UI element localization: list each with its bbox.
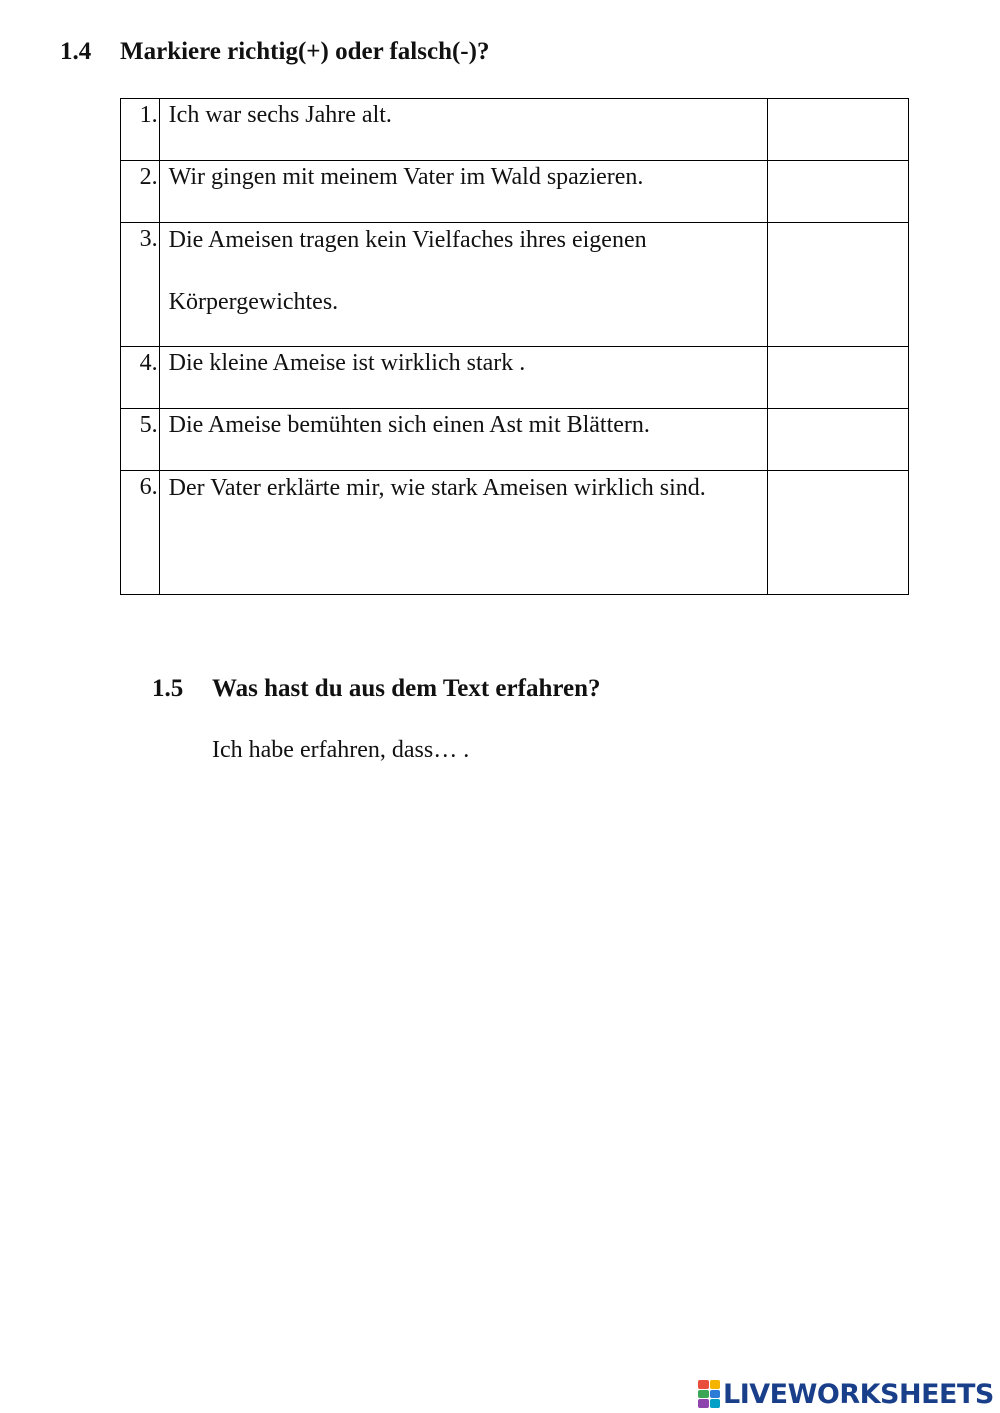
answer-cell[interactable] (768, 99, 909, 161)
answer-cell[interactable] (768, 223, 909, 347)
logo-square (698, 1390, 709, 1399)
logo-square (710, 1380, 721, 1389)
answer-cell[interactable] (768, 471, 909, 595)
row-number: 1. (139, 102, 158, 128)
statement-text: Der Vater erklärte mir, wie stark Ameisen wirklich sind. (168, 475, 706, 501)
logo-square (698, 1380, 709, 1389)
table-row (121, 471, 909, 595)
row-number: 2. (139, 164, 158, 190)
brand-name: LIVEWORKSHEETS (723, 1378, 994, 1410)
table-row (121, 99, 909, 161)
answer-cell[interactable] (768, 161, 909, 223)
logo-square (710, 1390, 721, 1399)
statement-text: Die kleine Ameise ist wirklich stark . (168, 350, 526, 376)
statement-text: Die Ameise bemühten sich einen Ast mit Blättern. (168, 412, 650, 438)
row-number: 6. (139, 474, 158, 500)
section-number: 1.5 (152, 675, 184, 702)
logo-icon (698, 1380, 720, 1408)
section-title: Markiere richtig(+) oder falsch(-)? (120, 38, 490, 65)
answer-cell[interactable] (768, 409, 909, 471)
section-title: Was hast du aus dem Text erfahren? (212, 675, 601, 702)
answer-prompt[interactable]: Ich habe erfahren, dass… . (212, 737, 470, 763)
row-number: 3. (139, 226, 158, 252)
table-row (121, 223, 909, 347)
statement-text: Wir gingen mit meinem Vater im Wald spazieren. (168, 164, 644, 190)
row-number: 5. (139, 412, 158, 438)
row-number: 4. (139, 350, 158, 376)
section-1-4-heading (60, 37, 489, 67)
section-1-5-heading (152, 674, 601, 704)
answer-cell[interactable] (768, 347, 909, 409)
true-false-table (120, 98, 909, 595)
logo-square (698, 1399, 709, 1408)
statement-text: Ich war sechs Jahre alt. (168, 102, 392, 128)
table-row (121, 347, 909, 409)
section-number: 1.4 (60, 38, 92, 65)
logo-square (710, 1399, 721, 1408)
statement-text: Die Ameisen tragen kein Vielfaches ihres eigenen Körpergewichtes. (168, 227, 647, 315)
liveworksheets-logo (698, 1378, 994, 1410)
